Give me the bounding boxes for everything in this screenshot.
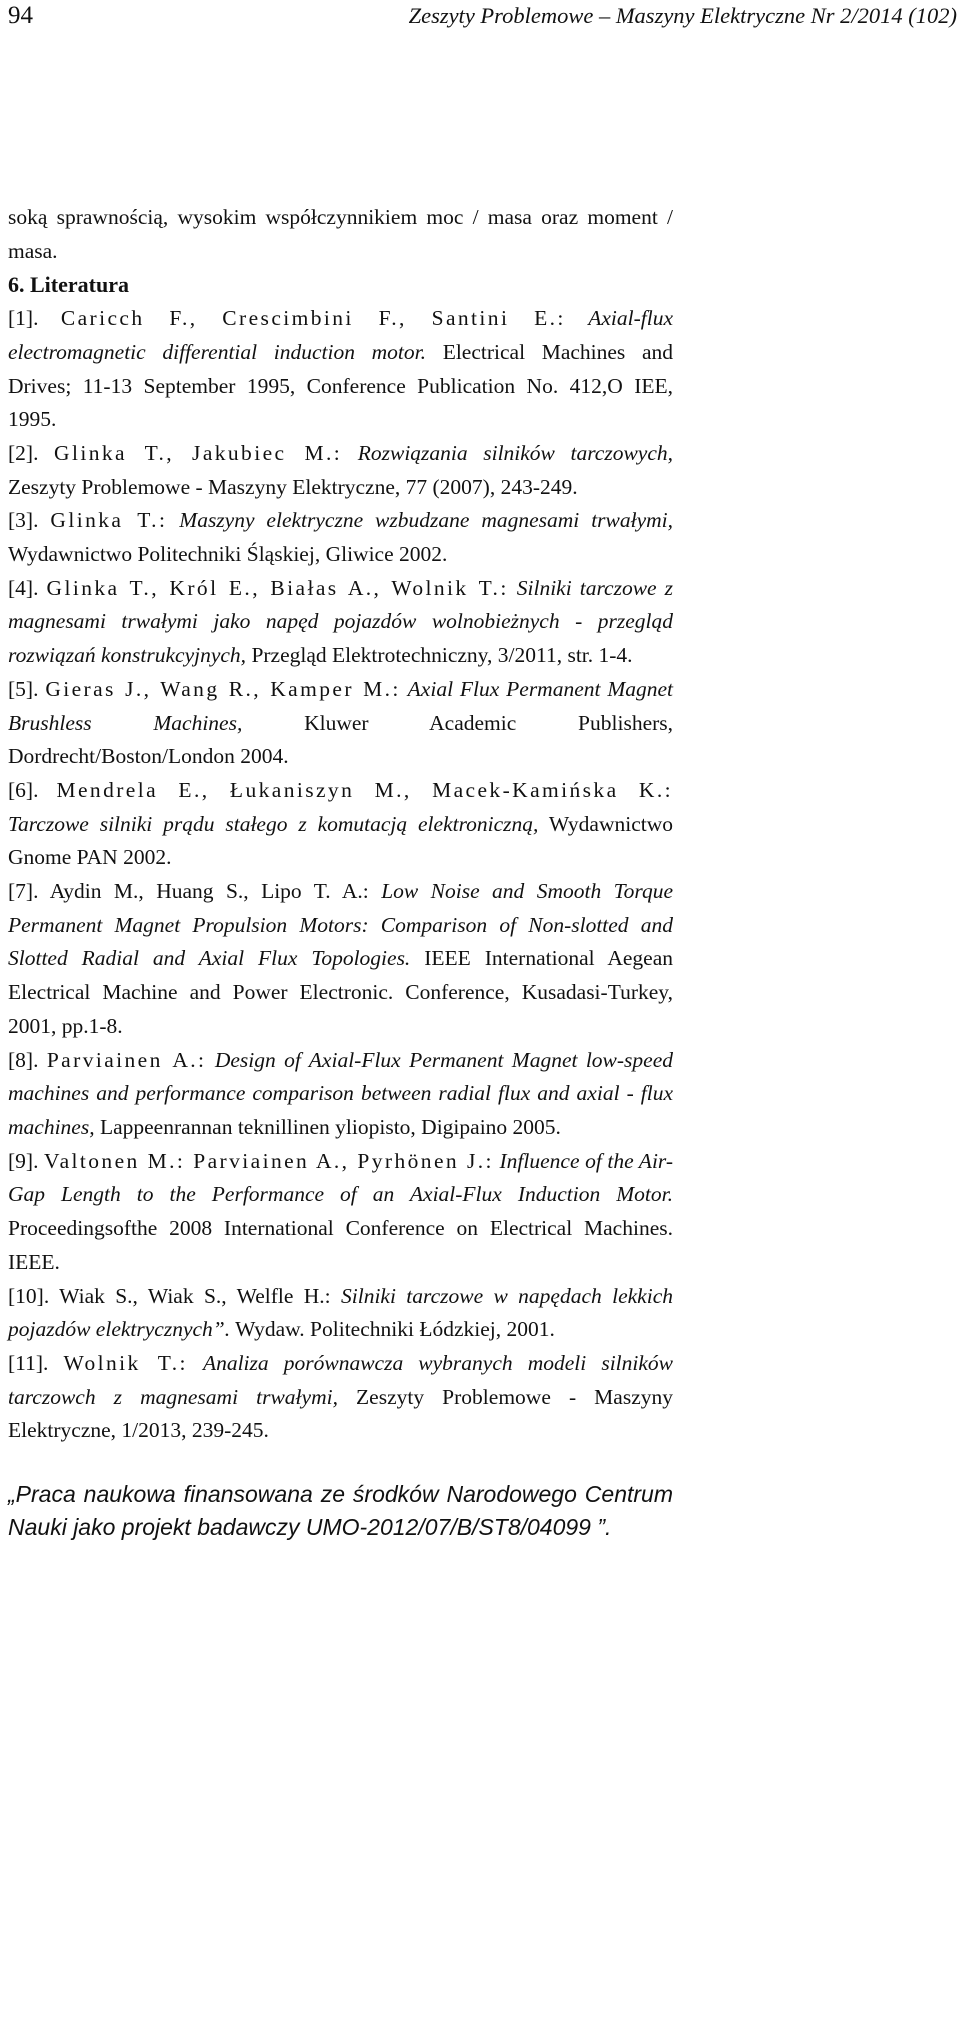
reference-authors: Glinka T.: [50,508,168,533]
reference-title: Analiza porównawcza wybranych modeli silników tarczowch z magnesami trwałymi, [8,1350,673,1409]
reference-number: [1]. [8,306,39,331]
reference-source: Lappeenrannan teknillinen yliopisto, Digipaino 2005. [99,1114,561,1139]
reference-item [8,302,673,437]
reference-authors: Valtonen M.: Parviainen A., Pyrhönen J.: [44,1148,494,1173]
reference-list [8,302,673,1448]
reference-item [8,1044,673,1145]
reference-source: Kluwer Academic Publishers, Dordrecht/Boston/London 2004. [8,710,674,769]
intro-paragraph: soką sprawnością, wysokim współczynnikiem moc / masa oraz moment / masa. [8,205,673,263]
reference-number: [6]. [8,777,39,802]
reference-number: [11]. [8,1350,49,1375]
reference-number: [4]. [8,575,39,600]
reference-authors: Mendrela E., Łukaniszyn M., Macek-Kamińska K.: [56,777,673,802]
reference-source: Zeszyty Problemowe - Maszyny Elektryczne, 77 (2007), 243-249. [8,474,578,499]
reference-title: Silniki tarczowe z magnesami trwałymi jako napęd pojazdów wolnobieżnych - przegląd rozwiązań konstrukcyjnych, [8,575,674,668]
journal-title: Zeszyty Problemowe – Maszyny Elektryczne Nr 2/2014 (102) [408,3,957,28]
reference-title: Influence of the Air-Gap Length to the Performance of an Axial-Flux Induction Motor. [8,1148,674,1207]
reference-source: Wydawnictwo Gnome PAN 2002. [8,811,673,870]
page-number: 94 [8,2,33,29]
reference-title: Axial Flux Permanent Magnet Brushless Machines, [8,676,674,735]
page-content [8,201,673,1544]
reference-item [8,673,673,774]
reference-item [8,1145,673,1280]
reference-number: [9]. [8,1148,39,1173]
reference-source: Proceedingsofthe 2008 International Conference on Electrical Machines. IEEE. [8,1216,673,1274]
reference-authors: Wiak S., Wiak S., Welfle H.: [59,1283,331,1308]
reference-number: [7]. [8,879,39,904]
reference-item [8,504,673,571]
reference-item [8,1347,673,1448]
reference-source: Electrical Machines and Drives; 11-13 September 1995, Conference Publication No. 412,O IEE, 1995. [8,339,673,432]
reference-title: Silniki tarczowe w napędach lekkich pojazdów elektrycznych”. [8,1283,673,1342]
reference-source: Wydaw. Politechniki Łódzkiej, 2001. [235,1317,555,1342]
reference-number: [5]. [8,676,39,701]
reference-authors: Gieras J., Wang R., Kamper M.: [45,676,401,701]
reference-title: Axial-flux electromagnetic differential induction motor. [8,306,673,364]
reference-authors: Caricch F., Crescimbini F., Santini E.: [60,306,566,331]
page-header [0,0,960,40]
reference-authors: Glinka T., Król E., Białas A., Wolnik T.: [46,575,509,600]
reference-authors: Parviainen A.: [46,1047,207,1072]
reference-source: Przegląd Elektrotechniczny, 3/2011, str. 1-4. [251,643,633,668]
reference-title: Maszyny elektryczne wzbudzane magnesami trwałymi, [179,508,674,533]
reference-title: Low Noise and Smooth Torque Permanent Magnet Propulsion Motors: Comparison of Non-slotted and Slotted Radial and Axial Flux Topologies. [8,879,674,971]
reference-title: Tarczowe silniki prądu stałego z komutacją elektroniczną, [8,811,539,836]
reference-item [8,774,673,875]
reference-number: [10]. [8,1283,50,1308]
reference-number: [8]. [8,1047,39,1072]
reference-authors: Wolnik T.: [63,1350,188,1375]
reference-authors: Glinka T., Jakubiec M.: [54,440,343,465]
reference-number: [2]. [8,440,39,465]
reference-source: IEEE International Aegean Electrical Machine and Power Electronic. Conference, Kusadasi-Turkey, 2001, pp.1-8. [8,946,673,1038]
reference-item [8,437,673,504]
reference-source: Wydawnictwo Politechniki Śląskiej, Gliwice 2002. [8,542,448,567]
section-heading: 6. Literatura [8,272,129,298]
reference-title: Design of Axial-Flux Permanent Magnet low-speed machines and performance comparison between radial flux and axial - flux machines, [8,1047,674,1139]
reference-title: Rozwiązania silników tarczowych, [357,440,673,465]
reference-item [8,1280,673,1347]
reference-source: Zeszyty Problemowe - Maszyny Elektryczne, 1/2013, 239-245. [8,1384,674,1443]
reference-authors: Aydin M., Huang S., Lipo T. A.: [49,879,369,904]
reference-item [8,875,673,1044]
reference-item [8,572,673,673]
funding-note: „Praca naukowa finansowana ze środków Narodowego Centrum Nauki jako projekt badawczy UMO-2012/07/B/ST8/04099 ”. [8,1481,673,1541]
reference-number: [3]. [8,508,39,533]
